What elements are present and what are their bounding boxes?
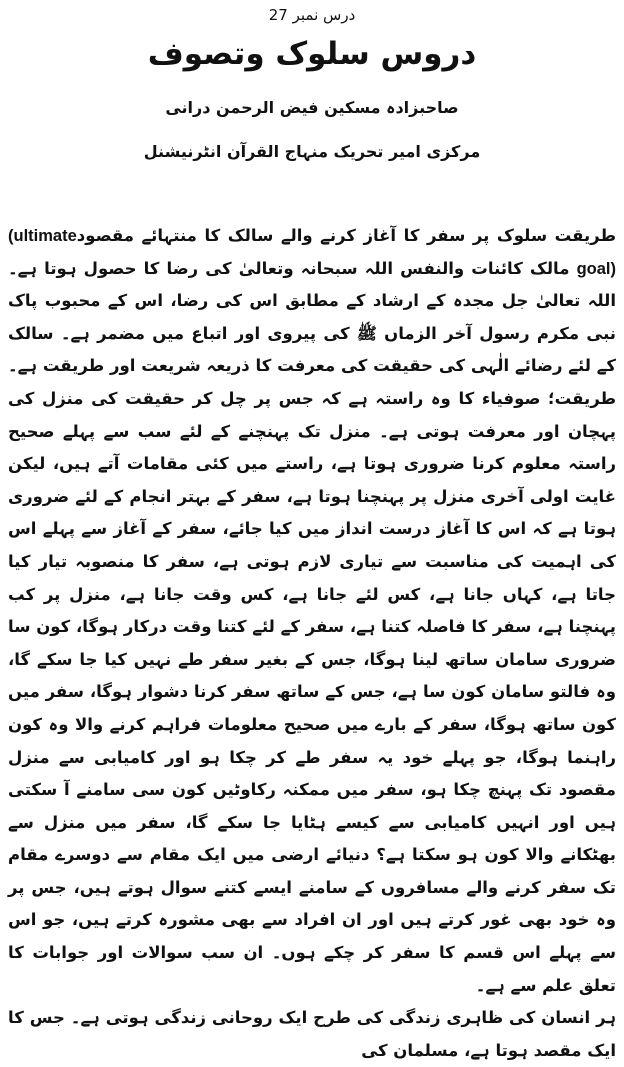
- author-name: صاحبزادہ مسکین فیض الرحمن درانی: [165, 98, 459, 117]
- paragraph-1-start: طریقت سلوک پر سفر کا آغاز کرنے والے سالک کا منتہائے مقصود: [76, 226, 616, 245]
- paragraph-1: [8, 220, 616, 1002]
- english-term: (ultimate goal): [8, 227, 616, 278]
- article-body: [8, 220, 616, 1067]
- lesson-number: درس نمبر 27: [268, 6, 356, 24]
- page-title: دروس سلوک وتصوف: [147, 36, 477, 72]
- author-position: مرکزی امیر تحریک منہاج القرآن انٹرنیشنل: [143, 142, 481, 161]
- paragraph-1-rest: مالک کائنات والنفس اللہ سبحانہ وتعالیٰ کی رضا کا حصول ہوتا ہے۔ اللہ تعالیٰ جل مجدہ کے ارشاد کے مطابق اس کی رضا، اس کے محبوب پاک نبی مکرم رسول آخر الزماں ﷺ کی پیروی اور اتباع میں مضمر ہے۔ سالک کے لئے رضائے الٰہی کی حقیقت کی معرفت کا ذریعہ شریعت اور طریقت ہے۔ طریقت؛ صوفیاء کا وہ راستہ ہے کہ جس پر چل کر حقیقت کی منزل کی پہچان اور معرفت ہوتی ہے۔ منزل تک پہنچنے کے لئے سب سے پہلے صحیح راستہ معلوم کرنا ضروری ہوتا ہے، راستے میں کئی مقامات آتے ہیں، لیکن غایت اولی آخری منزل پر پہنچنا ہوتا ہے، سفر کے بہتر انجام کے لئے ضروری ہوتا ہے کہ اس کا آغاز درست انداز میں کیا جائے، سفر کے آغاز سے پہلے اس کی اہمیت کی مناسبت سے تیاری لازم ہوتی ہے، سفر کا منصوبہ تیار کیا جاتا ہے، کہاں جانا ہے، کس لئے جانا ہے، کس وقت جانا ہے، منزل پر کب پہنچنا ہے، سفر کا فاصلہ کتنا ہے، سفر کے لئے کتنا وقت درکار ہوگا، کون سا ضروری سامان ساتھ لینا ہوگا، جس کے بغیر سفر طے نہیں کیا جا سکے گا، وہ فالتو سامان کون سا ہے، جس کے ساتھ سفر کرنا دشوار ہوگا، سفر میں کون ساتھ ہوگا، سفر کے بارے میں صحیح معلومات فراہم کرنے والا وہ کون راہنما ہوگا، جو پہلے خود یہ سفر طے کر چکا ہو اور کامیابی سے منزل مقصود تک پہنچ چکا ہو، سفر میں ممکنہ رکاوٹیں کون سی سامنے آ سکتی ہیں اور انہیں کامیابی سے کیسے ہٹایا جا سکے گا، سفر میں منزل سے بھٹکانے والا کون ہو سکتا ہے؟ دنیائے ارضی میں ایک مقام سے دوسرے مقام تک سفر کرنے والے مسافروں کے سامنے ایسے کتنے سوال ہوتے ہیں، جس پر وہ خود بھی غور کرتے ہیں اور ان افراد سے بھی مشورہ کرتے ہیں، جو اس سے پہلے اس قسم کا سفر کر چکے ہوں۔ ان سب سوالات اور جوابات کا تعلق علم سے ہے۔: [8, 258, 616, 995]
- paragraph-2: ہر انسان کی ظاہری زندگی کی طرح ایک روحانی زندگی ہوتی ہے۔ جس کا ایک مقصد ہوتا ہے، مسلمان کی: [8, 1008, 616, 1060]
